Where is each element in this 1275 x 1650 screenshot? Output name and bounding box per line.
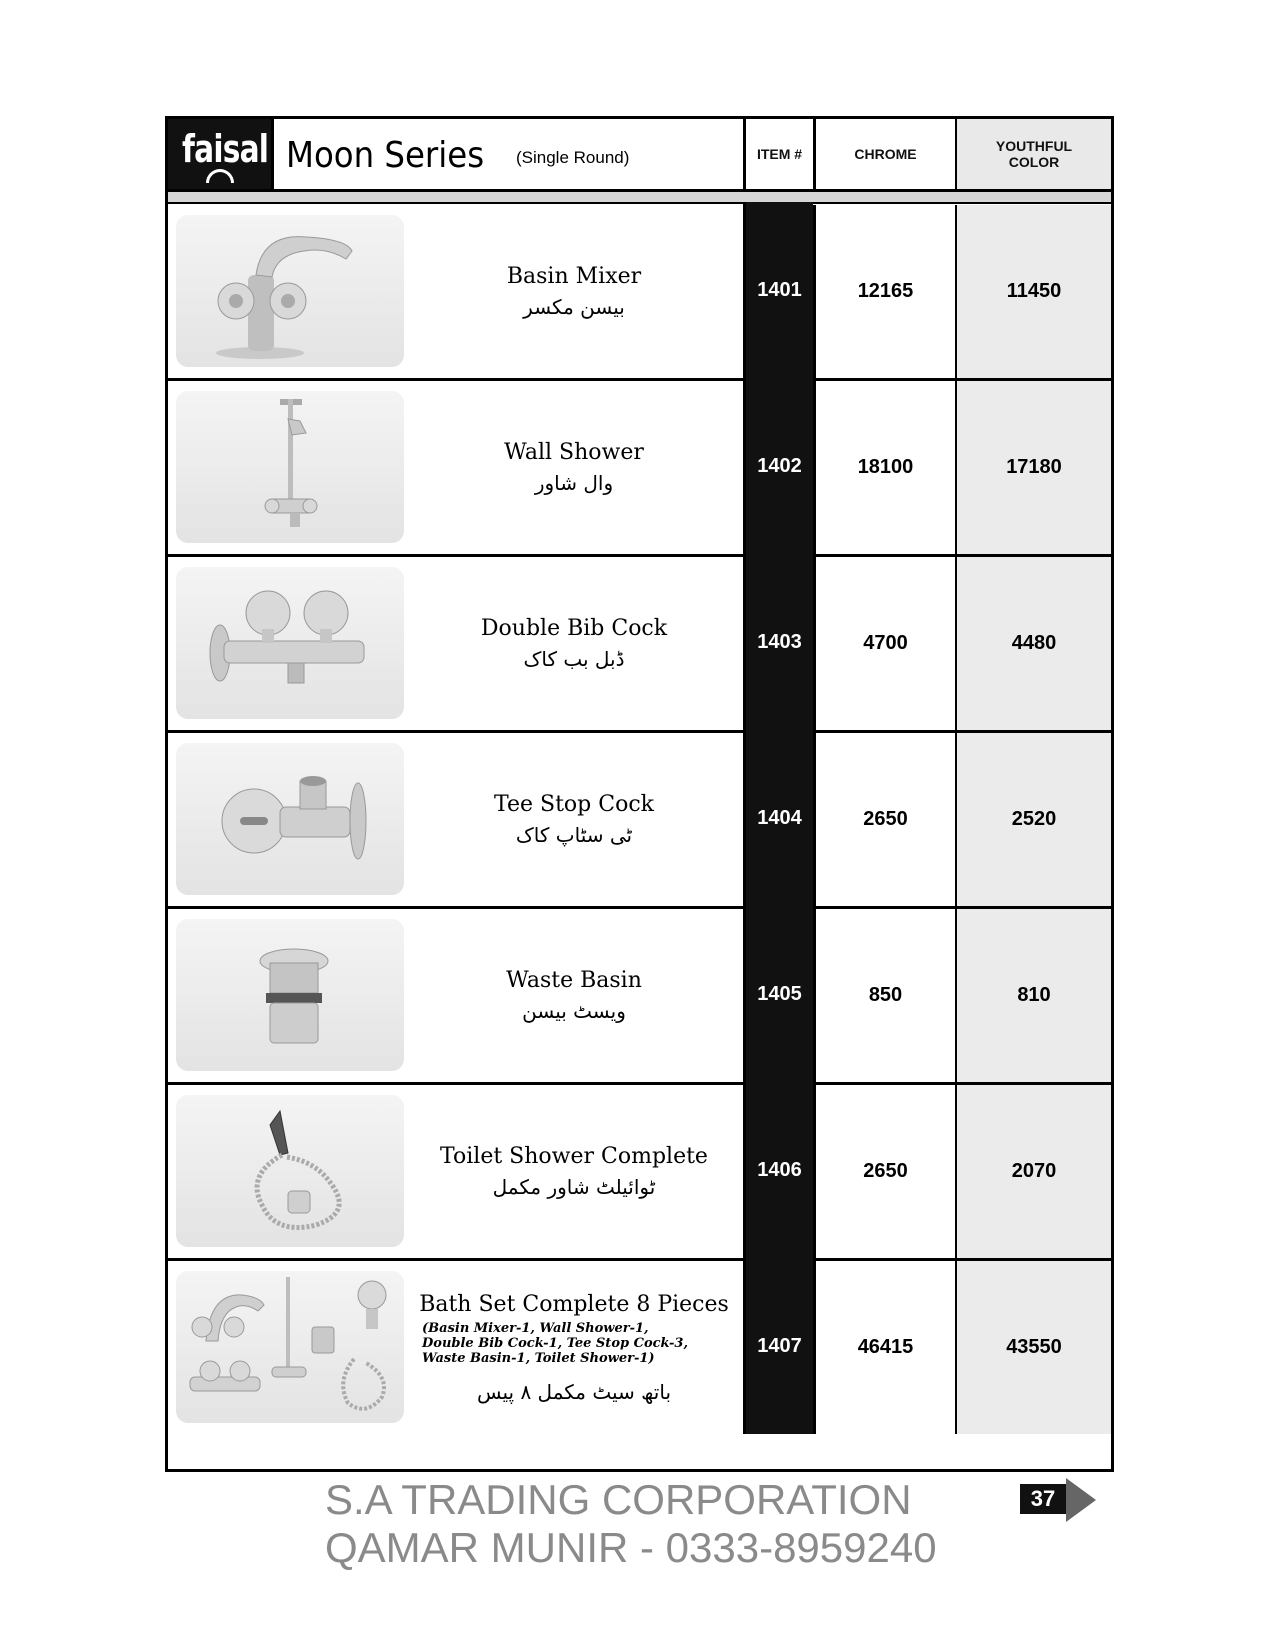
youthful-price: 11450 (955, 205, 1111, 378)
item-number: 1402 (743, 378, 813, 554)
table-row (168, 557, 1111, 733)
chrome-price: 850 (813, 909, 955, 1082)
product-name-cell (404, 733, 744, 906)
table-row (168, 1085, 1111, 1261)
youthful-price: 17180 (955, 381, 1111, 554)
youthful-line-1: YOUTHFUL (995, 138, 1073, 154)
product-name-en: Waste Basin (506, 968, 642, 993)
product-name-ur: ویسٹ بیسن (522, 999, 626, 1023)
product-name-en: Wall Shower (504, 440, 644, 465)
bath-set-image (176, 1271, 404, 1423)
table-row (168, 381, 1111, 557)
product-name-ur: باتھ سیٹ مکمل ۸ پیس (476, 1379, 672, 1404)
gear-icon (206, 169, 234, 183)
product-name-ur: ڈبل بب کاک (523, 647, 625, 671)
chrome-price: 4700 (813, 557, 955, 730)
series-title: Moon Series (286, 135, 485, 176)
chrome-price: 12165 (813, 205, 955, 378)
youthful-price: 4480 (955, 557, 1111, 730)
page-number: 37 (1020, 1484, 1066, 1514)
youthful-price: 43550 (955, 1261, 1111, 1434)
toilet-shower-image (176, 1095, 404, 1247)
item-number: 1404 (743, 730, 813, 906)
series-subtitle: (Single Round) (516, 148, 630, 167)
bath-set-note-line: Double Bib Cock-1, Tee Stop Cock-3, (422, 1335, 688, 1351)
chrome-price: 2650 (813, 1085, 955, 1258)
chrome-price: 46415 (813, 1261, 955, 1434)
bath-set-note-line: Waste Basin-1, Toilet Shower-1) (422, 1350, 655, 1366)
column-header-chrome: CHROME (813, 119, 955, 189)
header-divider (168, 192, 1111, 204)
product-name-cell (404, 1261, 744, 1434)
item-number: 1406 (743, 1082, 813, 1258)
product-name-ur: وال شاور (534, 471, 614, 495)
youthful-price: 2520 (955, 733, 1111, 906)
table-row (168, 205, 1111, 381)
contact-line: QAMAR MUNIR - 0333-8959240 (325, 1524, 937, 1571)
item-number: 1401 (743, 202, 813, 378)
product-name-ur: بیسن مکسر (523, 295, 625, 319)
wall-shower-image (176, 391, 404, 543)
bath-set-contents (404, 1321, 744, 1366)
table-row (168, 1261, 1111, 1437)
item-number: 1403 (743, 554, 813, 730)
product-name-en: Tee Stop Cock (494, 792, 654, 817)
basin-mixer-image (176, 215, 404, 367)
column-header-item: ITEM # (743, 119, 813, 189)
price-list-table (165, 116, 1114, 1472)
table-row (168, 733, 1111, 909)
logo-text: faisal (182, 127, 269, 171)
product-name-en: Toilet Shower Complete (440, 1144, 708, 1169)
chrome-price: 2650 (813, 733, 955, 906)
product-name-cell (404, 381, 744, 554)
table-header (168, 119, 1111, 192)
item-number: 1405 (743, 906, 813, 1082)
table-row (168, 909, 1111, 1085)
product-name-en: Basin Mixer (506, 264, 642, 289)
product-name-cell (404, 557, 744, 730)
youthful-line-2: COLOR (1008, 154, 1060, 170)
item-number: 1407 (743, 1258, 813, 1434)
product-name-cell (404, 909, 744, 1082)
product-name-ur: ٹی سٹاپ کاک (515, 823, 633, 847)
chrome-price: 18100 (813, 381, 955, 554)
product-name-en: Bath Set Complete 8 Pieces (419, 1291, 729, 1317)
product-name-cell (404, 205, 744, 378)
product-name-en: Double Bib Cock (480, 616, 668, 641)
faisal-logo (168, 119, 274, 189)
arrow-right-icon (1066, 1478, 1096, 1522)
double-bib-cock-image (176, 567, 404, 719)
youthful-price: 810 (955, 909, 1111, 1082)
tee-stop-cock-image (176, 743, 404, 895)
company-name: S.A TRADING CORPORATION (325, 1476, 912, 1523)
bath-set-note-line: (Basin Mixer-1, Wall Shower-1, (422, 1320, 649, 1336)
column-header-youthful-color (955, 119, 1111, 189)
product-name-cell (404, 1085, 744, 1258)
youthful-price: 2070 (955, 1085, 1111, 1258)
waste-basin-image (176, 919, 404, 1071)
product-name-ur: ٹوائیلٹ شاور مکمل (492, 1175, 656, 1199)
